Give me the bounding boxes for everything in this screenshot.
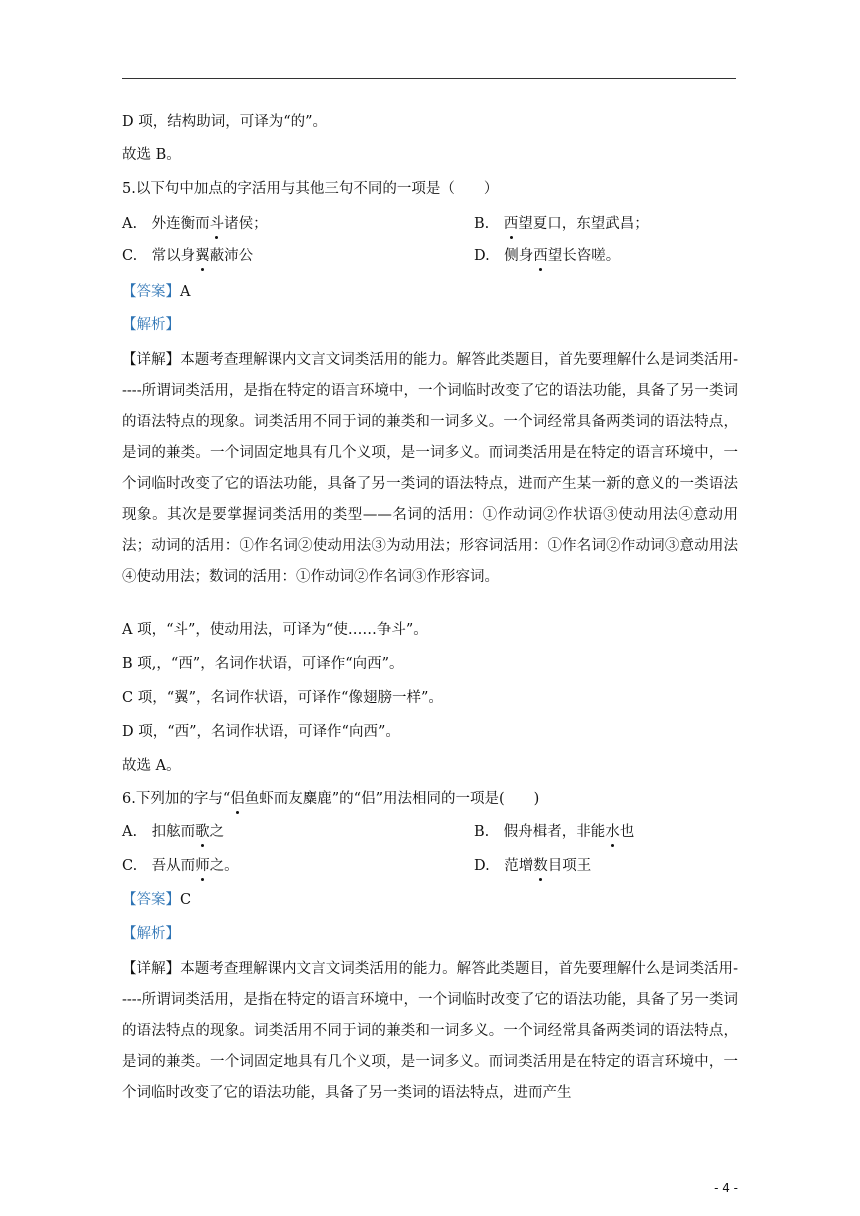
q5-answer bbox=[122, 282, 190, 302]
q4-choose: 故选 B。 bbox=[122, 147, 181, 163]
q5-stem: 5.以下句中加点的字活用与其他三句不同的一项是（ ） bbox=[122, 181, 499, 197]
q5-option-a: A. 外连衡而斗诸侯； bbox=[122, 216, 268, 232]
emphasis-dot-char: 师 bbox=[195, 858, 210, 874]
q6-analysis-tag: 【解析】 bbox=[122, 926, 180, 942]
emphasis-dot-char: 斗 bbox=[209, 216, 225, 232]
q6-option-a: A. 扣舷而歌之 bbox=[122, 824, 225, 840]
detail-tag: 【详解】 bbox=[122, 961, 181, 977]
q5-explanation-a: A 项，“斗”，使动用法，可译为“使……争斗”。 bbox=[122, 622, 428, 638]
q5-detail-paragraph bbox=[122, 345, 738, 593]
q6-option-d: D. 范增数目项王 bbox=[474, 858, 592, 874]
header-rule bbox=[122, 78, 736, 79]
emphasis-dot-char: 数 bbox=[533, 858, 548, 874]
emphasis-dot-char: 西 bbox=[533, 248, 548, 264]
detail-text: 本题考查理解课内文言文词类活用的能力。解答此类题目，首先要理解什么是词类活用-----所谓词类活用，是指在特定的语言环境中，一个词临时改变了它的语法功能，具备了另一类词的语法特点的现象。词类活用不同于词的兼类和一词多义。一个词经常具备两类词的语法特点，是词的兼类。一个词固定地具有几个义项，是一词多义。而词类活用是在特定的语言环境中，一个词临时改变了它的语法功能，具备了另一类词的语法特点，进而产生某一新的意义的一类语法现象。其次是要掌握词类活用的类型——名词的活用：①作动词②作状语③使动用法④意动用法；动词的活用：①作名词②使动用法③为动用法；形容词活用：①作名词②作动词③意动用法④使动用法；数词的活用：①作动词②作名词③作形容词。 bbox=[122, 352, 738, 585]
answer-value: C bbox=[180, 892, 192, 908]
q5-explanation-c: C 项，“翼”，名词作状语，可译作“像翅膀一样”。 bbox=[122, 690, 443, 706]
q5-option-d: D. 侧身西望长咨嗟。 bbox=[474, 248, 621, 264]
emphasis-dot-char: 西 bbox=[503, 216, 519, 232]
q5-explanation-b: B 项,，“西”，名词作状语，可译作“向西”。 bbox=[122, 656, 404, 672]
emphasis-dot-char: 歌 bbox=[195, 824, 210, 840]
detail-tag: 【详解】 bbox=[122, 352, 181, 368]
q5-choose: 故选 A。 bbox=[122, 758, 181, 774]
emphasis-dot-char: 侣 bbox=[230, 791, 245, 807]
q6-answer bbox=[122, 890, 191, 910]
q6-detail-paragraph bbox=[122, 954, 738, 1109]
q4-option-d-explanation: D 项，结构助词，可译为“的”。 bbox=[122, 114, 328, 130]
detail-text: 本题考查理解课内文言文词类活用的能力。解答此类题目，首先要理解什么是词类活用-----所谓词类活用，是指在特定的语言环境中，一个词临时改变了它的语法功能，具备了另一类词的语法特点的现象。词类活用不同于词的兼类和一词多义。一个词经常具备两类词的语法特点，是词的兼类。一个词固定地具有几个义项，是一词多义。而词类活用是在特定的语言环境中，一个词临时改变了它的语法功能，具备了另一类词的语法特点，进而产生 bbox=[122, 961, 738, 1101]
answer-tag: 【答案】 bbox=[122, 284, 180, 300]
q5-option-b: B. 西望夏口，东望武昌； bbox=[474, 216, 649, 232]
emphasis-dot-char: 水 bbox=[605, 824, 620, 840]
answer-tag: 【答案】 bbox=[122, 892, 180, 908]
q6-option-c: C. 吾从而师之。 bbox=[122, 858, 239, 874]
emphasis-dot-char: 翼 bbox=[195, 248, 210, 264]
q5-analysis-tag: 【解析】 bbox=[122, 317, 180, 333]
page-number: - 4 - bbox=[714, 1181, 738, 1195]
q5-explanation-d: D 项，“西”，名词作状语，可译作“向西”。 bbox=[122, 724, 400, 740]
q5-option-c: C. 常以身翼蔽沛公 bbox=[122, 248, 254, 264]
q6-option-b: B. 假舟楫者，非能水也 bbox=[474, 824, 635, 840]
q6-stem: 6.下列加的字与“侣鱼虾而友麋鹿”的“侣”用法相同的一项是( ) bbox=[122, 791, 540, 807]
answer-value: A bbox=[180, 284, 191, 300]
